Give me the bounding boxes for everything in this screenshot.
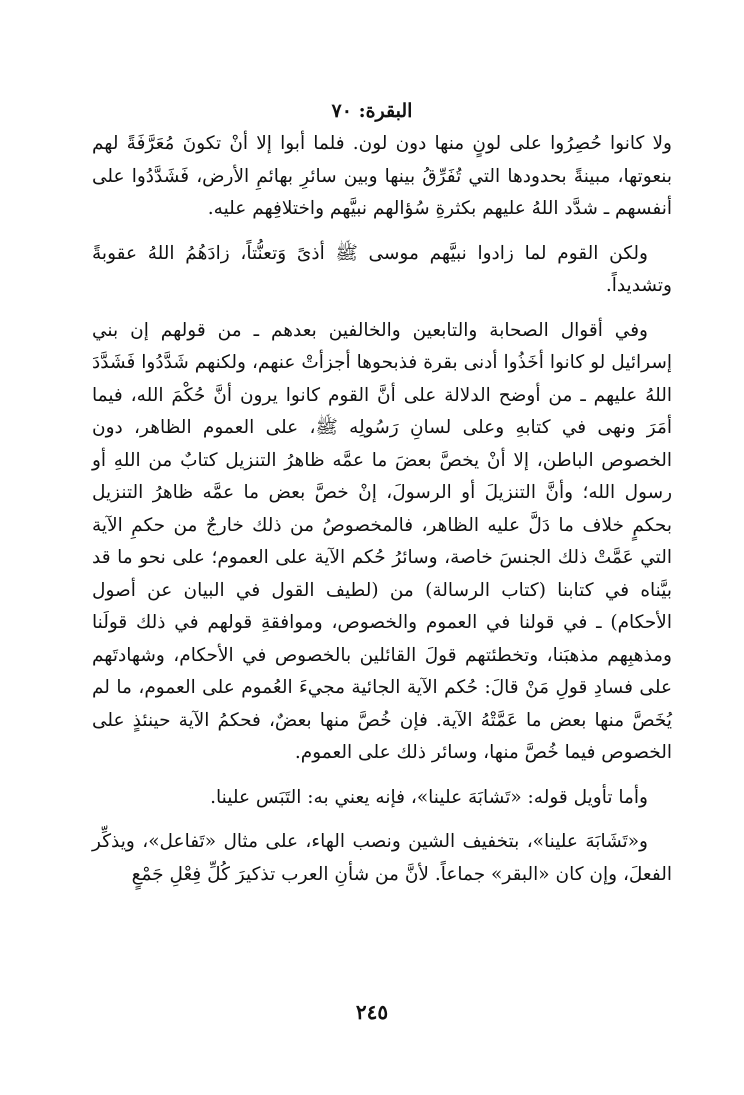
paragraph: ولكن القوم لما زادوا نبيَّهم موسى ﷺ أذىً وَتعنُّتاً، زادَهُمُ اللهُ عقوبةً وتشديداً. xyxy=(92,242,672,296)
paragraph: وفي أقوال الصحابة والتابعين والخالفين بعدهم ـ من قولهم إن بني إسرائيل لو كانوا أخَذُوا أدنى بقرة فذبحوها أجزأتْ عنهم، ولكنهم شَدَّدُوا فَشَدَّدَ اللهُ عليهم ـ من أوضح الدلالة على أنَّ القوم كانوا يرون أنَّ حُكْمَ الله، فيما أمَرَ ونهى في كتابهِ وعلى لسانِ رَسُولِه ﷺ، على العموم الظاهر، دون الخصوص الباطن، إلا أنْ يخصَّ بعضَ ما عمَّه ظاهرُ التنزيل كتابٌ من اللهِ أو رسول الله؛ وأنَّ التنزيلَ أو الرسولَ، إنْ خصَّ بعض ما عمَّه ظاهرُ التنزيل بحكمٍ خلاف ما دَلَّ عليه الظاهر، فالمخصوصُ من ذلك خارجٌ من حكمِ الآية التي عَمَّتْ ذلك الجنسَ خاصة، وسائرُ حُكم الآية على العموم؛ على نحو ما قد بيَّناه في كتابنا (كتاب الرسالة) من (لطيف القول في البيان عن أصول الأحكام) ـ في قولنا في العموم والخصوص، وموافقةِ قولهم في ذلك قولَنا ومذهبِهم مذهبَنا، وتخطئتهم قولَ القائلين بالخصوص في الأحكام، وشهادتَهم على فسادِ قولِ مَنْ قالَ: حُكم الآية الجائية مجيءَ العُموم على العموم، ما لم يُخَصَّ منها بعض ما عَمَّتْهُ الآية. فإن خُصَّ منها بعضٌ، فحكمُ الآية حينئذٍ على الخصوص فيما خُصَّ منها، وسائر ذلك على العموم. xyxy=(92,319,672,763)
paragraph: وأما تأويل قوله: «تَشابَهَ علينا»، فإنه يعني به: التَبَس علينا. xyxy=(210,786,648,808)
paragraph: و«تَشَابَهَ علينا»، بتخفيف الشين ونصب الهاء، على مثال «تَفاعل»، ويذكِّر الفعلَ، وإن كان «البقر» جماعاً. لأنَّ من شأنِ العرب تذكيرَ كُلِّ فِعْلِ جَمْعٍ xyxy=(92,831,672,885)
page-body xyxy=(92,128,672,891)
paragraph: ولا كانوا حُصِرُوا على لونٍ منها دون لون. فلما أبوا إلا أنْ تكونَ مُعَرَّفَةً لهم بنعوتها، مبينةً بحدودها التي تُفَرِّقُ بينها وبين سائرِ بهائمِ الأرض، فَشَدَّدُوا على أنفسهم ـ شدَّد اللهُ عليهم بكثرةِ سُؤالهم نبيَّهم واختلافِهم عليه. xyxy=(92,133,672,219)
running-header: البقرة: ٧٠ xyxy=(331,100,413,122)
page-number: ٢٤٥ xyxy=(355,1000,389,1024)
